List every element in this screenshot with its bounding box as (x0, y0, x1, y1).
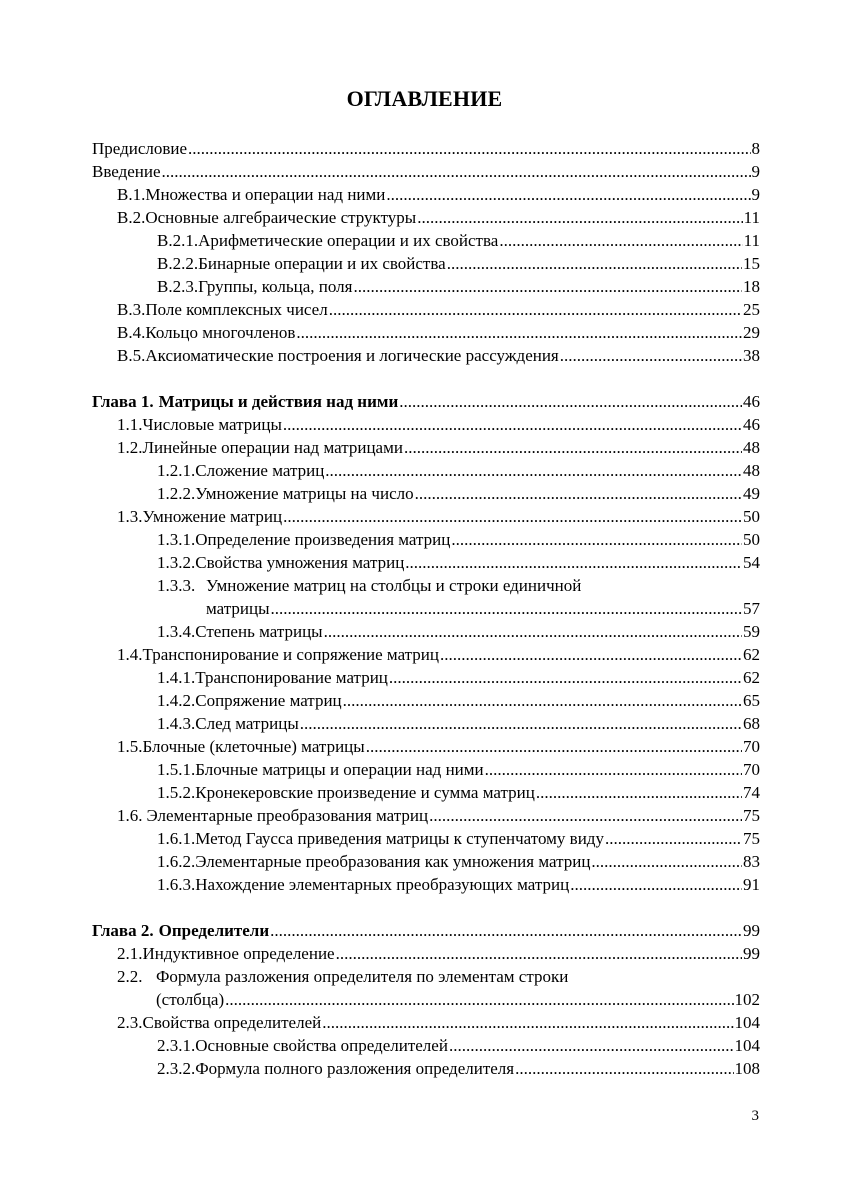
toc-entry-page: 99 (743, 921, 760, 940)
toc-entry-page: 62 (743, 645, 760, 664)
toc-entry-number: В.5. (117, 346, 146, 365)
toc-entry-title: Умножение матриц на столбцы и строки единичной (206, 576, 582, 595)
toc-entry[interactable] (0, 735, 849, 758)
toc-entry-number: В.2.3. (157, 277, 199, 296)
toc-entry-title: (столбца) (156, 990, 225, 1009)
toc-leader-dots (429, 804, 742, 827)
toc-entry-title: Основные алгебраические структуры (145, 208, 417, 227)
toc-entry[interactable] (0, 1034, 849, 1057)
toc-entry-title: Нахождение элементарных преобразующих матриц (195, 875, 570, 894)
toc-leader-dots (386, 183, 750, 206)
toc-leader-dots (283, 505, 742, 528)
toc-leader-dots (605, 827, 742, 850)
toc-entry-number: 2.3. (117, 1013, 143, 1032)
toc-entry-number: 2.2. (117, 967, 143, 986)
toc-entry-page: 11 (743, 208, 760, 227)
toc-leader-dots (389, 666, 742, 689)
toc-entry[interactable] (0, 827, 849, 850)
toc-leader-dots (329, 298, 742, 321)
toc-entry-title: Формула полного разложения определителя (195, 1059, 515, 1078)
toc-leader-dots (270, 919, 742, 942)
toc-entry[interactable] (0, 873, 849, 896)
toc-leader-dots (296, 321, 742, 344)
toc-entry-number: В.4. (117, 323, 146, 342)
toc-entry[interactable] (0, 459, 849, 482)
toc-entry[interactable] (0, 988, 849, 1011)
toc-entry-page: 48 (743, 438, 760, 457)
toc-entry-number: 1.3. (117, 507, 143, 526)
toc-entry-number: 1.4.3. (157, 714, 196, 733)
toc-entry[interactable] (0, 390, 849, 413)
toc-entry[interactable] (0, 1057, 849, 1080)
toc-entry-page: 50 (743, 507, 760, 526)
toc-entry-number: 1.5.2. (157, 783, 196, 802)
toc-entry-title: Числовые матрицы (142, 415, 282, 434)
toc-entry[interactable] (0, 942, 849, 965)
toc-entry-title: Группы, кольца, поля (198, 277, 353, 296)
toc-entry-page: 50 (743, 530, 760, 549)
toc-entry-title: Кольцо многочленов (145, 323, 296, 342)
toc-entry-title: Транспонирование и сопряжение матриц (142, 645, 440, 664)
toc-entry-number: В.3. (117, 300, 146, 319)
toc-entry-page: 104 (734, 1013, 760, 1032)
toc-leader-dots (499, 229, 742, 252)
toc-leader-dots (570, 873, 742, 896)
toc-entry[interactable] (0, 137, 849, 160)
toc-leader-dots (366, 735, 742, 758)
toc-entry-number: 1.6. (117, 806, 143, 825)
toc-entry-title: Линейные операции над матрицами (142, 438, 403, 457)
toc-entry-page: 46 (743, 392, 760, 411)
toc-entry-title: Введение (92, 162, 161, 181)
toc-entry-title: Умножение матрицы на число (195, 484, 414, 503)
toc-entry-page: 11 (743, 231, 760, 250)
toc-entry-title: Бинарные операции и их свойства (198, 254, 446, 273)
toc-entry-number: Глава 2. (92, 921, 154, 940)
toc-leader-dots (271, 597, 742, 620)
toc-entry-title: Предисловие (92, 139, 188, 158)
toc-entry-number: 1.6.1. (157, 829, 196, 848)
toc-leader-dots (417, 206, 742, 229)
toc-entry-page: 18 (743, 277, 760, 296)
toc-entry-number: 1.4. (117, 645, 143, 664)
toc-entry-title: Транспонирование матриц (195, 668, 388, 687)
toc-leader-dots (162, 160, 751, 183)
toc-entry-page: 15 (743, 254, 760, 273)
toc-entry[interactable] (0, 597, 849, 620)
toc-entry-title: Поле комплексных чисел (145, 300, 328, 319)
toc-entry-page: 108 (734, 1059, 760, 1078)
toc-entry-number: 1.2.1. (157, 461, 196, 480)
toc-entry-title: Блочные матрицы и операции над ними (195, 760, 484, 779)
toc-entry-title: Индуктивное определение (142, 944, 335, 963)
toc-entry[interactable] (0, 712, 849, 735)
toc-leader-dots (451, 528, 742, 551)
toc-leader-dots (225, 988, 733, 1011)
toc-entry-number: 1.5.1. (157, 760, 196, 779)
toc-entry-page: 70 (743, 760, 760, 779)
toc-entry[interactable] (0, 689, 849, 712)
toc-entry-title: Множества и операции над ними (145, 185, 386, 204)
toc-entry[interactable] (0, 436, 849, 459)
toc-entry[interactable] (0, 643, 849, 666)
toc-entry-page: 8 (751, 139, 760, 158)
toc-entry-number: 2.3.2. (157, 1059, 196, 1078)
toc-entry[interactable] (0, 620, 849, 643)
toc-entry-page: 29 (743, 323, 760, 342)
toc-entry-title: Метод Гаусса приведения матрицы к ступенчатому виду (195, 829, 604, 848)
toc-entry-page: 70 (743, 737, 760, 756)
toc-leader-dots (343, 689, 742, 712)
toc-leader-dots (188, 137, 750, 160)
toc-entry-number: 2.3.1. (157, 1036, 196, 1055)
toc-entry[interactable] (0, 482, 849, 505)
toc-leader-dots (324, 620, 742, 643)
toc-entry-page: 102 (734, 990, 760, 1009)
toc-entry[interactable] (0, 229, 849, 252)
toc-entry-page: 75 (743, 829, 760, 848)
toc-entry-number: 1.6.2. (157, 852, 196, 871)
toc-entry-title: След матрицы (195, 714, 299, 733)
toc-leader-dots (440, 643, 742, 666)
toc-entry-title: Свойства умножения матриц (195, 553, 405, 572)
toc-leader-dots (353, 275, 742, 298)
toc-entry[interactable] (0, 160, 849, 183)
toc-entry-number: 1.3.2. (157, 553, 196, 572)
page-number: 3 (751, 1108, 759, 1124)
toc-entry[interactable] (0, 183, 849, 206)
toc-entry[interactable] (0, 781, 849, 804)
toc-entry-title: Элементарные преобразования матриц (146, 806, 429, 825)
toc-entry-number: 2.1. (117, 944, 143, 963)
toc-entry-title: матрицы (206, 599, 270, 618)
toc-entry-title: Матрицы и действия над ними (158, 392, 399, 411)
toc-entry-number: 1.3.3. (157, 576, 196, 595)
toc-entry[interactable] (0, 528, 849, 551)
toc-entry-number: В.2.2. (157, 254, 199, 273)
toc-entry-title: Основные свойства определителей (195, 1036, 448, 1055)
toc-entry[interactable] (0, 344, 849, 367)
toc-leader-dots (325, 459, 742, 482)
toc-entry[interactable] (0, 551, 849, 574)
toc-entry-page: 62 (743, 668, 760, 687)
toc-entry[interactable] (0, 919, 849, 942)
toc-entry[interactable] (0, 505, 849, 528)
toc-entry-page: 91 (743, 875, 760, 894)
toc-entry-title: Кронекеровские произведение и сумма матриц (195, 783, 535, 802)
toc-entry-page: 57 (743, 599, 760, 618)
toc-entry-page: 59 (743, 622, 760, 641)
toc-entry-page: 68 (743, 714, 760, 733)
toc-entry-number: 1.5. (117, 737, 143, 756)
toc-entry-title: Формула разложения определителя по элементам строки (156, 967, 569, 986)
toc-entry-number: 1.6.3. (157, 875, 196, 894)
toc-entry-title: Степень матрицы (195, 622, 323, 641)
toc-entry-page: 46 (743, 415, 760, 434)
toc-entry[interactable] (0, 298, 849, 321)
toc-entry-number: 1.2. (117, 438, 143, 457)
toc-entry-page: 99 (743, 944, 760, 963)
toc-entry-number: 1.4.2. (157, 691, 196, 710)
toc-entry[interactable] (0, 252, 849, 275)
toc-entry-number: 1.3.1. (157, 530, 196, 549)
toc-entry-title: Сложение матриц (195, 461, 325, 480)
toc-entry-title: Арифметические операции и их свойства (198, 231, 499, 250)
toc-entry-page: 9 (751, 185, 760, 204)
toc-entry-number: 1.4.1. (157, 668, 196, 687)
toc-entry-title: Умножение матриц (142, 507, 283, 526)
toc-entry-number: В.2. (117, 208, 146, 227)
toc-entry-page: 75 (743, 806, 760, 825)
toc-entry-number: В.1. (117, 185, 146, 204)
toc-leader-dots (515, 1057, 733, 1080)
toc-entry[interactable] (0, 804, 849, 827)
toc-entry-page: 48 (743, 461, 760, 480)
toc-leader-dots (399, 390, 742, 413)
toc-entry[interactable] (0, 850, 849, 873)
toc-entry[interactable] (0, 413, 849, 436)
toc-leader-dots (536, 781, 742, 804)
toc-entry[interactable] (0, 666, 849, 689)
toc-entry[interactable] (0, 965, 849, 988)
toc-entry-page: 49 (743, 484, 760, 503)
toc-leader-dots (405, 551, 742, 574)
toc-entry-number: 1.3.4. (157, 622, 196, 641)
toc-entry-page: 104 (734, 1036, 760, 1055)
toc-entry-title: Сопряжение матриц (195, 691, 342, 710)
toc-entry-title: Определение произведения матриц (195, 530, 451, 549)
toc-entry-number: В.2.1. (157, 231, 199, 250)
toc-entry-title: Определители (158, 921, 270, 940)
toc-entry-number: 1.1. (117, 415, 143, 434)
toc-entry[interactable] (0, 574, 849, 597)
toc-entry-title: Свойства определителей (142, 1013, 322, 1032)
page-title: ОГЛАВЛЕНИЕ (346, 86, 503, 111)
toc-entry-page: 38 (743, 346, 760, 365)
toc-entry-page: 74 (743, 783, 760, 802)
toc-leader-dots (485, 758, 742, 781)
toc-leader-dots (322, 1011, 733, 1034)
toc-entry-title: Аксиоматические построения и логические рассуждения (145, 346, 559, 365)
toc-entry[interactable] (0, 206, 849, 229)
toc-leader-dots (300, 712, 742, 735)
toc-entry[interactable] (0, 758, 849, 781)
toc-entry[interactable] (0, 321, 849, 344)
toc-entry[interactable] (0, 275, 849, 298)
toc-entry-page: 9 (751, 162, 760, 181)
toc-leader-dots (560, 344, 742, 367)
toc-leader-dots (591, 850, 742, 873)
toc-entry-title: Блочные (клеточные) матрицы (142, 737, 365, 756)
toc-leader-dots (283, 413, 742, 436)
toc-entry-page: 65 (743, 691, 760, 710)
toc-leader-dots (415, 482, 742, 505)
toc-entry-page: 25 (743, 300, 760, 319)
toc-leader-dots (447, 252, 742, 275)
table-of-contents (0, 137, 849, 1080)
toc-leader-dots (404, 436, 742, 459)
toc-entry-title: Элементарные преобразования как умножения матриц (195, 852, 591, 871)
toc-entry[interactable] (0, 1011, 849, 1034)
toc-entry-number: Глава 1. (92, 392, 154, 411)
toc-leader-dots (336, 942, 742, 965)
toc-leader-dots (449, 1034, 734, 1057)
toc-entry-page: 83 (743, 852, 760, 871)
toc-entry-number: 1.2.2. (157, 484, 196, 503)
toc-entry-page: 54 (743, 553, 760, 572)
